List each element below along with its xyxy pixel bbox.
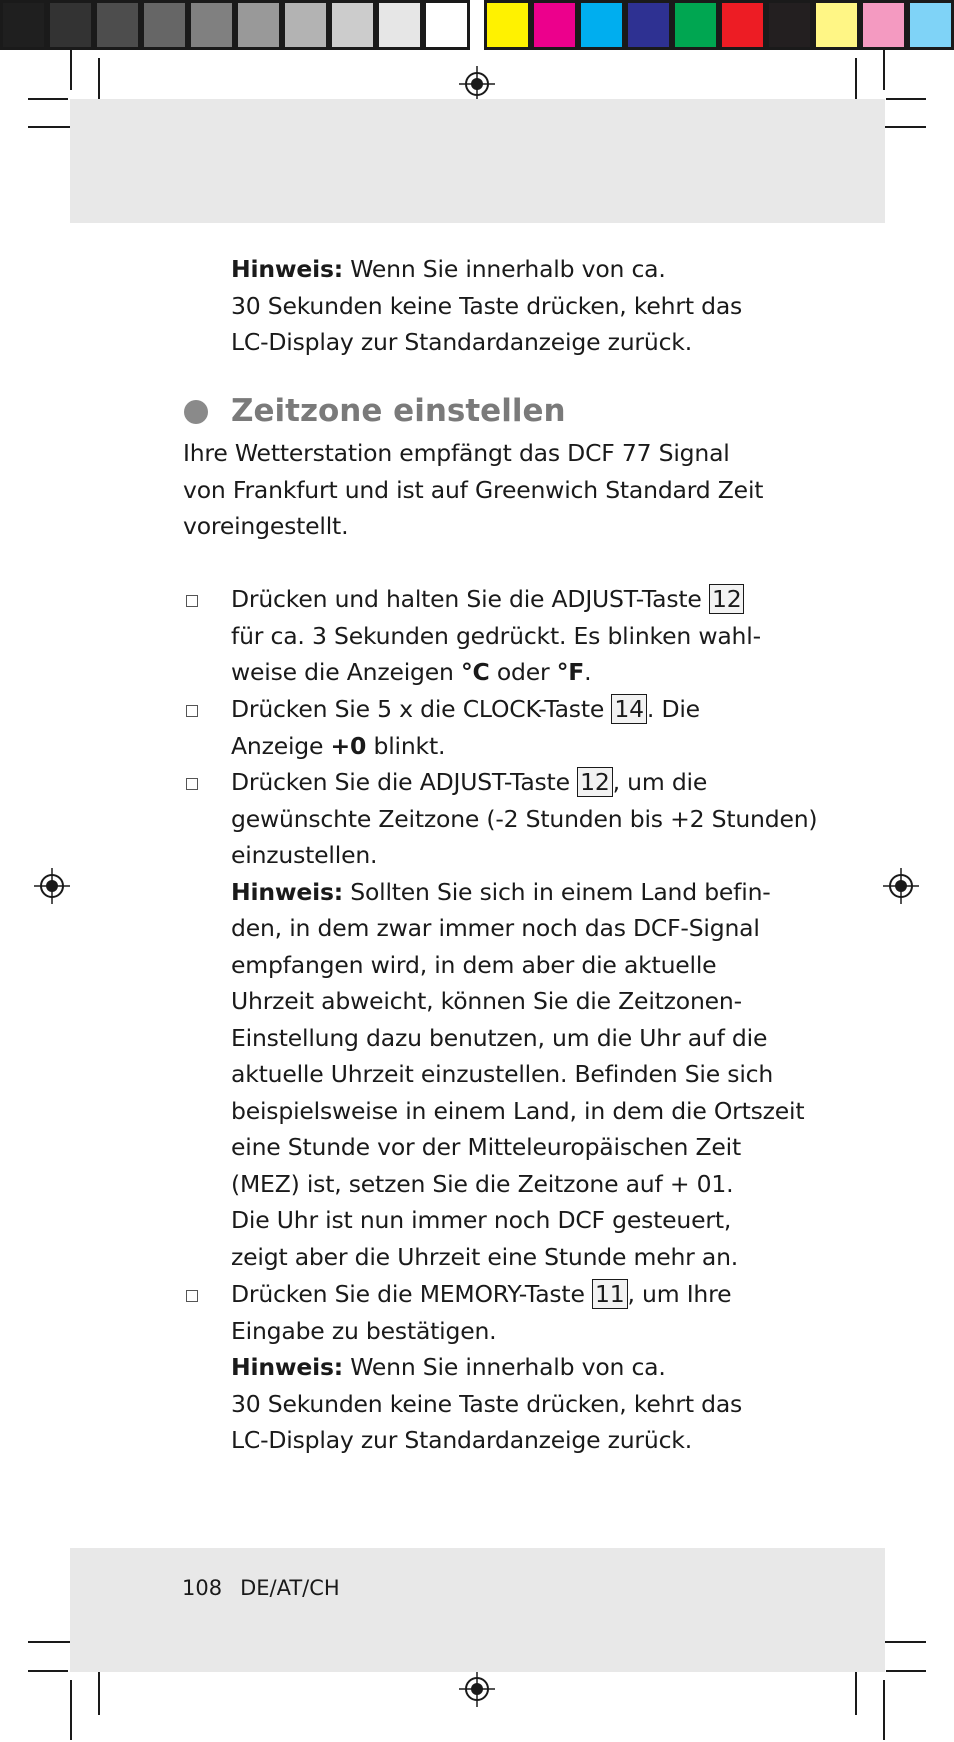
registration-mark-icon <box>883 868 919 904</box>
checkbox-icon <box>186 778 198 790</box>
step-text: oder <box>489 658 557 686</box>
step-text: . <box>584 658 592 686</box>
note-text: Wenn Sie innerhalb von ca. <box>342 255 666 283</box>
checkbox-icon <box>186 705 198 717</box>
note-text: Sollten Sie sich in einem Land befin- <box>342 877 771 906</box>
step-text: Eingabe zu bestätigen. <box>231 1316 497 1345</box>
process-color-swatch <box>672 0 719 50</box>
note-text: Uhrzeit abweicht, können Sie die Zeitzonen- <box>231 987 742 1015</box>
intro-line: von Frankfurt und ist auf Greenwich Standard Zeit <box>183 475 764 504</box>
part-ref-badge: 12 <box>709 584 745 614</box>
step-text: Drücken Sie die ADJUST-Taste <box>231 768 578 796</box>
gray-swatch <box>94 0 141 50</box>
note-text: 30 Sekunden keine Taste drücken, kehrt das <box>231 1389 743 1418</box>
intro-note <box>231 251 742 361</box>
part-ref-badge: 14 <box>611 694 647 724</box>
step-text: Drücken Sie die MEMORY-Taste <box>231 1280 592 1308</box>
bullet-dot-icon <box>184 400 208 424</box>
section-title: Zeitzone einstellen <box>231 393 566 429</box>
step-text: weise die Anzeigen <box>231 658 461 686</box>
note-text: 30 Sekunden keine Taste drücken, kehrt das <box>231 291 743 320</box>
step-text: blinkt. <box>366 731 446 760</box>
note-text: LC-Display zur Standardanzeige zurück. <box>231 328 692 356</box>
note-text: Einstellung dazu benutzen, um die Uhr auf die <box>231 1023 768 1052</box>
note-text: aktuelle Uhrzeit einzustellen. Befinden Sie sich <box>231 1060 774 1088</box>
step-text: Drücken und halten Sie die ADJUST-Taste <box>231 585 709 613</box>
note-text: Wenn Sie innerhalb von ca. <box>342 1353 666 1381</box>
step-4 <box>231 1276 742 1459</box>
checkbox-icon <box>186 1290 198 1302</box>
step-text: . Die <box>646 695 700 723</box>
intro-line: voreingestellt. <box>183 512 349 540</box>
note-text: den, in dem zwar immer noch das DCF-Signal <box>231 914 760 942</box>
step-text: für ca. 3 Sekunden gedrückt. Es blinken wahl- <box>231 621 761 650</box>
process-color-swatch <box>719 0 766 50</box>
process-color-swatch <box>860 0 907 50</box>
page-number: 108 <box>182 1576 223 1600</box>
note-text: empfangen wird, in dem aber die aktuelle <box>231 950 717 979</box>
step-3 <box>231 764 817 1275</box>
note-text: eine Stunde vor der Mitteleuropäischen Zeit <box>231 1133 742 1161</box>
process-color-swatch <box>531 0 578 50</box>
process-color-swatch <box>578 0 625 50</box>
fahrenheit-symbol: °F <box>556 658 585 686</box>
process-color-swatch <box>625 0 672 50</box>
step-text: einzustellen. <box>231 841 378 869</box>
footer-band <box>70 1548 885 1672</box>
note-text: zeigt aber die Uhrzeit eine Stunde mehr an. <box>231 1242 739 1271</box>
gray-swatch <box>423 0 470 50</box>
registration-mark-icon <box>34 868 70 904</box>
gray-swatch <box>47 0 94 50</box>
display-value: +0 <box>330 731 367 760</box>
note-text: beispielsweise in einem Land, in dem die Ortszeit <box>231 1096 805 1125</box>
registration-mark-icon <box>459 1671 495 1707</box>
process-color-swatch <box>484 0 531 50</box>
gray-swatch <box>0 0 47 50</box>
step-text: gewünschte Zeitzone (-2 Stunden bis +2 Stunden) <box>231 804 818 833</box>
page-footer <box>182 1573 340 1603</box>
step-text: Anzeige <box>231 731 331 760</box>
step-1 <box>231 581 761 691</box>
color-calibration-bar <box>0 0 954 50</box>
process-color-swatch <box>766 0 813 50</box>
step-text: , um die <box>612 768 708 796</box>
process-color-swatch <box>907 0 954 50</box>
part-ref-badge: 11 <box>592 1279 628 1309</box>
checkbox-icon <box>186 595 198 607</box>
note-text: LC-Display zur Standardanzeige zurück. <box>231 1426 692 1454</box>
region-label: DE/AT/CH <box>240 1576 340 1600</box>
note-text: (MEZ) ist, setzen Sie die Zeitzone auf + 01. <box>231 1169 734 1198</box>
step-2 <box>231 691 700 764</box>
part-ref-badge: 12 <box>577 767 613 797</box>
note-label: Hinweis: <box>231 255 343 283</box>
step-text: , um Ihre <box>627 1280 732 1308</box>
header-band <box>70 99 885 223</box>
gray-swatch <box>376 0 423 50</box>
registration-mark-icon <box>459 66 495 102</box>
process-color-swatch <box>813 0 860 50</box>
intro-line: Ihre Wetterstation empfängt das DCF 77 Signal <box>183 439 730 467</box>
note-text: Die Uhr ist nun immer noch DCF gesteuert, <box>231 1206 732 1234</box>
section-intro <box>183 435 763 545</box>
gray-swatch <box>141 0 188 50</box>
step-text: Drücken Sie 5 x die CLOCK-Taste <box>231 695 612 723</box>
note-label: Hinweis: <box>231 877 343 906</box>
gray-swatch <box>282 0 329 50</box>
gray-swatch <box>188 0 235 50</box>
gray-swatch <box>235 0 282 50</box>
note-label: Hinweis: <box>231 1353 343 1381</box>
celsius-symbol: °C <box>460 658 490 686</box>
gray-swatch <box>329 0 376 50</box>
